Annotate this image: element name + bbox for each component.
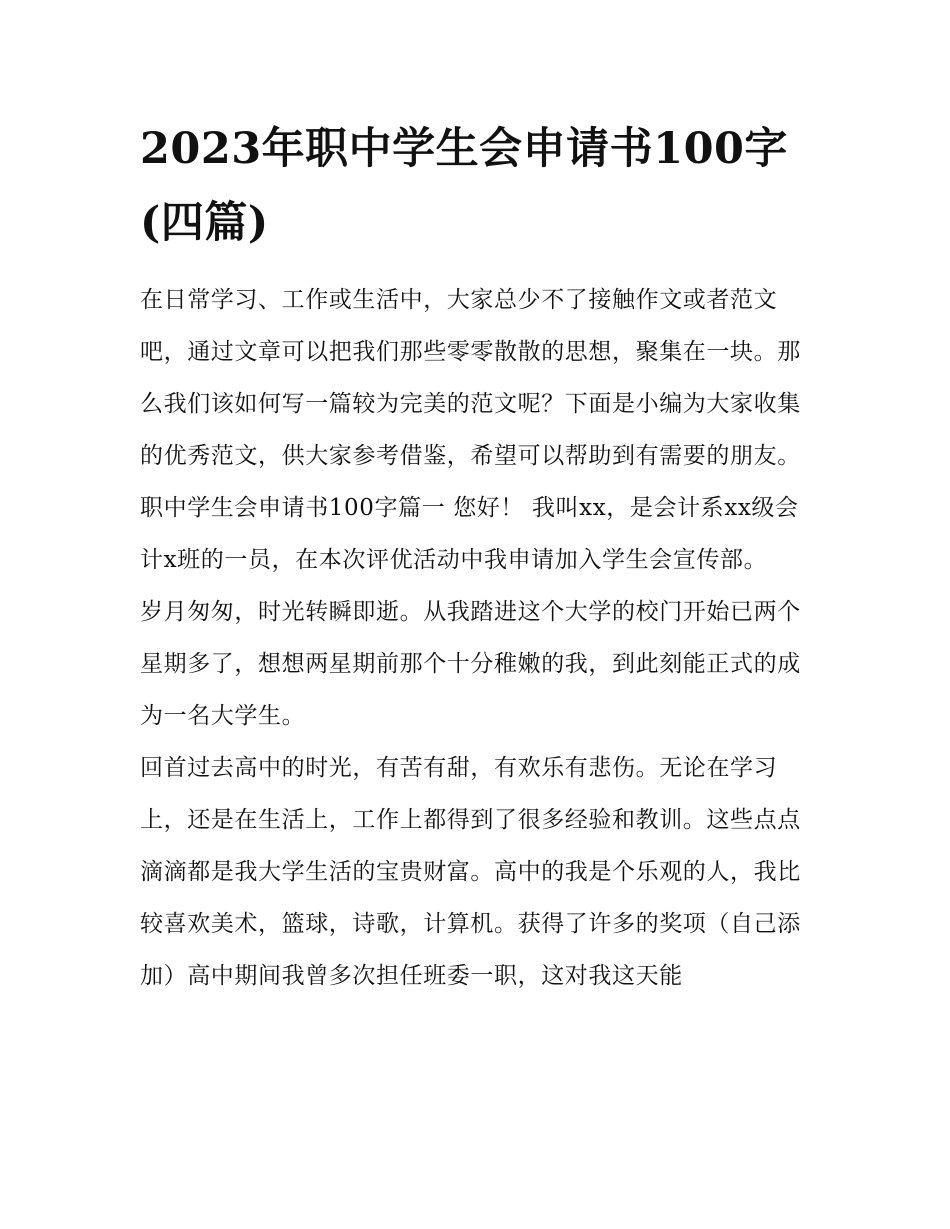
document-body (140, 112, 815, 1002)
document-title: 2023年职中学生会申请书100字(四篇) (140, 124, 788, 248)
paragraph-highschool: 回首过去高中的时光，有苦有甜，有欢乐有悲伤。无论在学习上，还是在生活上，工作上都得到了很多经验和教训。这些点点滴滴都是我大学生活的宝贵财富。高中的我是个乐观的人，我比较喜欢美术，篮球，诗歌，计算机。获得了许多的奖项（自己添加）高中期间我曾多次担任班委一职，这对我这天能 (140, 755, 801, 989)
paragraph-time: 岁月匆匆，时光转瞬即逝。从我踏进这个大学的校门开始已两个星期多了，想想两星期前那个十分稚嫩的我，到此刻能正式的成为一名大学生。 (140, 599, 801, 729)
paragraph-application: 职中学生会申请书100字篇一 您好！ 我叫xx，是会计系xx级会计x班的一员，在本次评优活动中我申请加入学生会宣传部。 (140, 495, 799, 573)
paragraph-intro: 在日常学习、工作或生活中，大家总少不了接触作文或者范文吧，通过文章可以把我们那些零零散散的思想，聚集在一块。那么我们该如何写一篇较为完美的范文呢？下面是小编为大家收集的优秀范文，供大家参考借鉴，希望可以帮助到有需要的朋友。 (140, 287, 801, 469)
